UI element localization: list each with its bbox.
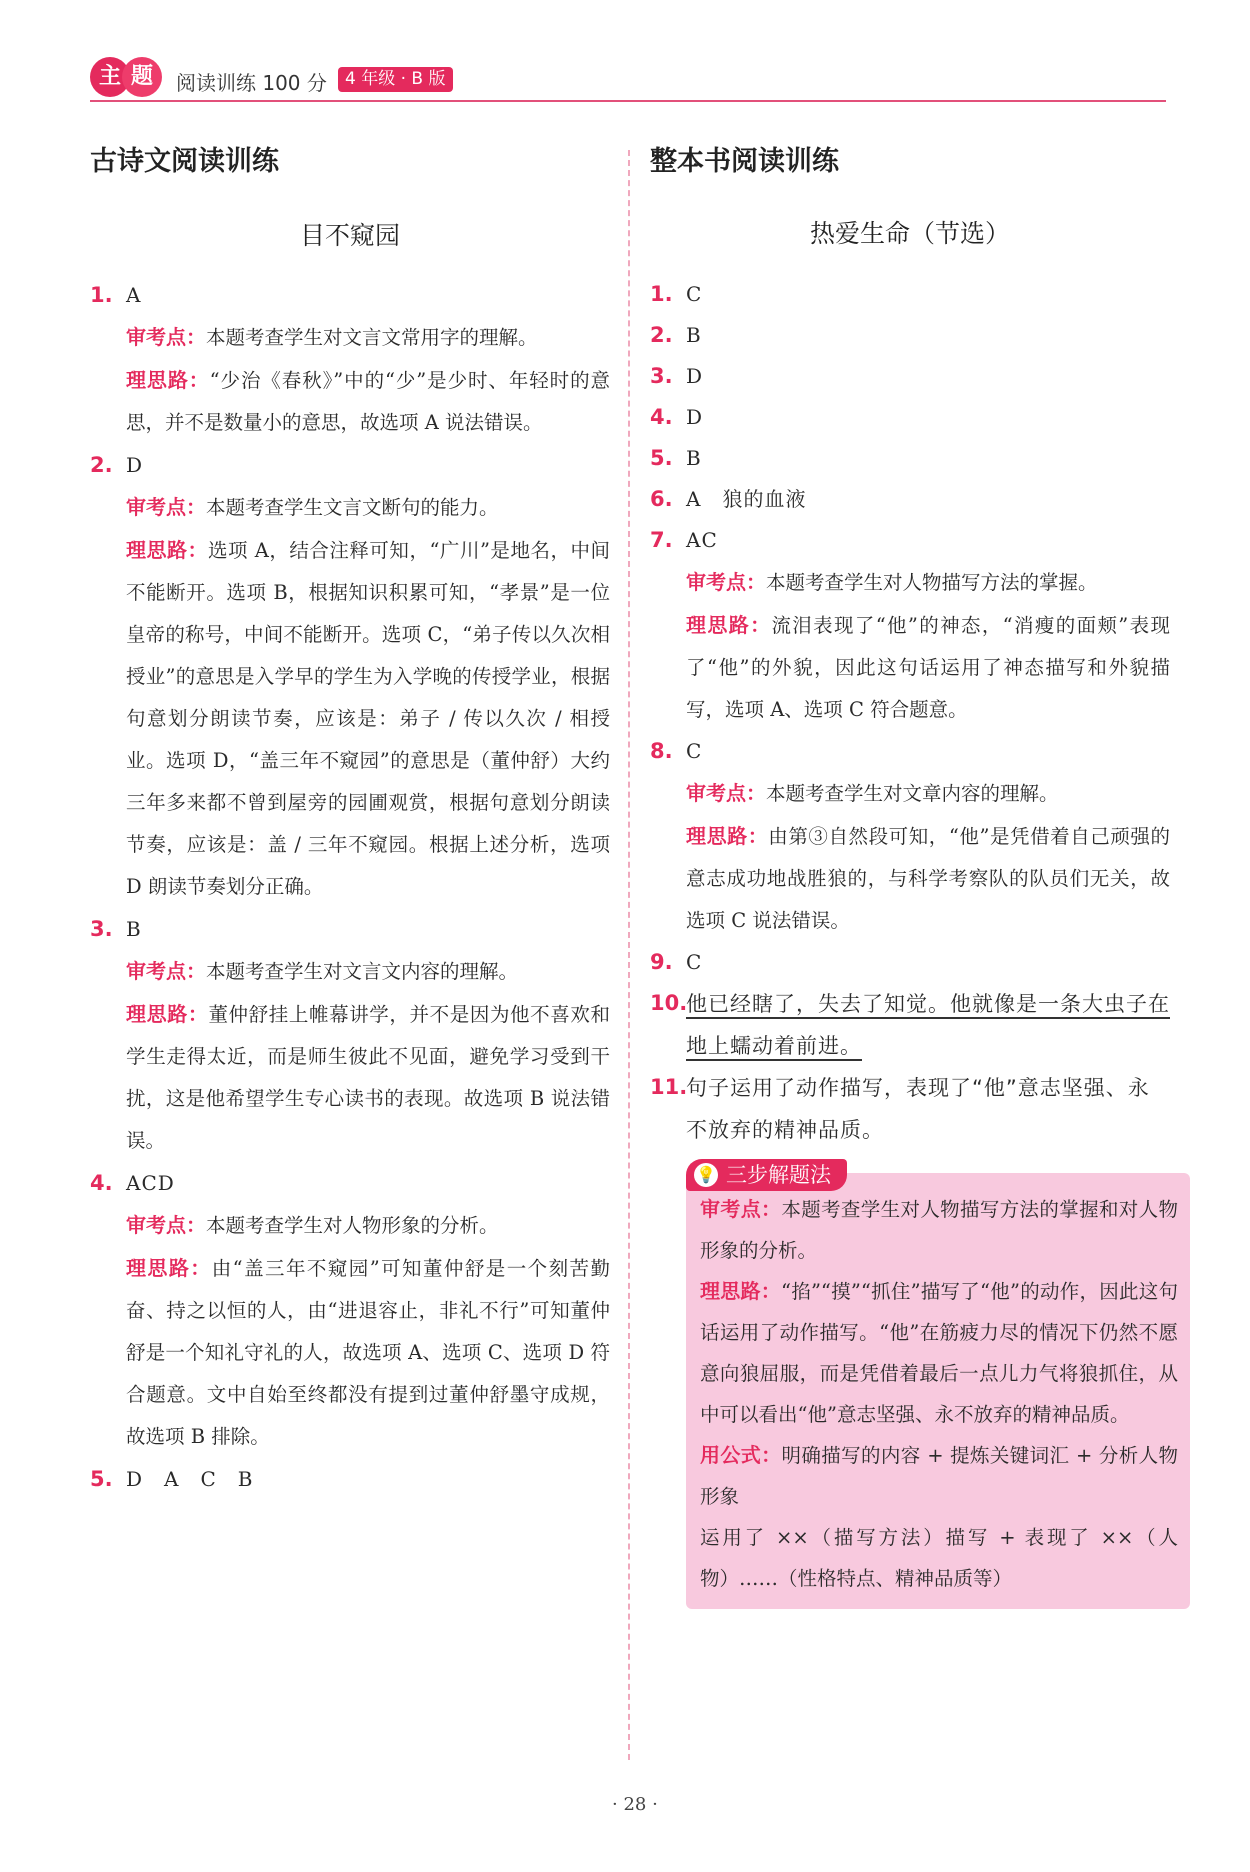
article-title: 热爱生命（节选） [809,219,1010,248]
reasoning-text: 选项 A，结合注释可知，“广川”是地名，中间不能断开。选项 B，根据知识积累可知，“孝景”是一位皇帝的称号，中间不能断开。选项 C，“弟子传以久次相授业”的意思是入学早的学生为入学晚的传授学业，根据句意划分朗读节奏，应该是：弟子 / 传以久次 / 相授业。选项 D，“盖三年不窥园”的意思是（董仲舒）大约三年多来都不曾到屋旁的园圃观赏，根据句意划分朗读节奏，应该是：盖 / 三年不窥园。根据上述分析，选项 D 朗读节奏划分正确。 [126,539,610,898]
item-answer: B [686,446,702,470]
reasoning [126,1247,610,1458]
analysis-text: 本题考查学生对文言文内容的理解。 [206,960,519,983]
analysis-label: 审考点： [126,495,206,519]
analysis-point [126,316,610,359]
analysis-text: 本题考查学生对人物形象的分析。 [206,1214,499,1237]
analysis-label: 审考点： [126,1213,206,1237]
item-number: 4. [90,1171,113,1195]
article-title: 目不窥园 [299,221,400,250]
item-number: 8. [650,739,673,763]
item-number: 7. [650,528,673,552]
item-answer: D [686,364,704,388]
formula-label: 用公式： [700,1443,782,1467]
page-number: · 28 · [612,1794,658,1815]
left-column [90,140,610,1500]
item-answer: C [686,950,703,974]
item-answer: D [686,405,704,429]
analysis-label: 审考点： [126,959,206,983]
reasoning [126,529,610,908]
reasoning [686,604,1170,731]
reasoning [126,359,610,444]
item-number: 11. [650,1075,688,1099]
analysis-text: 本题考查学生对人物描写方法的掌握。 [766,571,1098,594]
tip-label [686,1159,847,1191]
answer-item [650,731,1170,942]
item-answer: A [126,283,142,307]
answer-item [650,397,1170,438]
item-number: 5. [650,446,673,470]
item-number: 10. [650,991,688,1015]
answer-item [650,479,1170,520]
answer-item [650,942,1170,983]
analysis-label: 审考点： [686,781,766,805]
analysis-text: 本题考查学生对文言文常用字的理解。 [206,326,538,349]
item-number: 2. [650,323,673,347]
reasoning-label: 理思路： [126,368,210,392]
answer-item [650,274,1170,315]
brand-logo [90,55,166,97]
analysis-text: 本题考查学生对文章内容的理解。 [766,782,1059,805]
logo-char-1: 主 [90,57,130,97]
reasoning-label: 理思路： [126,1002,209,1026]
answer-item [650,438,1170,479]
header-divider [90,100,1166,102]
answer-item [90,1458,610,1500]
item-answer: AC [686,528,718,552]
answer-item [650,315,1170,356]
item-answer: A 狼的血液 [686,487,807,511]
formula-template: 运用了 ××（描写方法）描写 + 表现了 ××（人物）……（性格特点、精神品质等） [700,1526,1178,1590]
item-answer: B [126,917,142,941]
lightbulb-icon: 💡 [694,1163,718,1187]
item-number: 1. [90,283,113,307]
formula-text: 明确描写的内容 + 提炼关键词汇 + 分析人物形象 [700,1444,1179,1508]
analysis-label: 审考点： [700,1197,782,1221]
reasoning-label: 理思路： [686,613,772,637]
page-header [90,55,1166,101]
analysis-point [686,561,1170,604]
analysis-point [126,1204,610,1247]
three-step-tip-box [686,1163,1190,1609]
answer-item [90,908,610,1162]
analysis-text: 本题考查学生文言文断句的能力。 [206,496,499,519]
answer-item [90,444,610,908]
item-number: 3. [90,917,113,941]
book-title: 阅读训练 100 分 [176,71,327,95]
item-answer: D A C B [126,1467,254,1491]
item-answer: B [686,323,702,347]
reasoning-label: 理思路： [126,1256,212,1280]
answer-item [90,274,610,444]
reasoning [700,1271,1178,1435]
grade-badge: 4 年级 · B 版 [338,67,453,92]
reasoning-text: “掐”“摸”“抓住”描写了“他”的动作，因此这句话运用了动作描写。“他”在筋疲力尽的情况下仍然不愿意向狼屈服，而是凭借着最后一点儿力气将狼抓住，从中可以看出“他”意志坚强、永不放弃的精神品质。 [700,1280,1178,1426]
reasoning-label: 理思路： [686,824,769,848]
reasoning-text: 由“盖三年不窥园”可知董仲舒是一个刻苦勤奋、持之以恒的人，由“进退容止，非礼不行”可知董仲舒是一个知礼守礼的人，故选项 A、选项 C、选项 D 符合题意。文中自始至终都没有提到过董仲舒墨守成规，故选项 B 排除。 [126,1257,610,1448]
reasoning-label: 理思路： [126,538,209,562]
item-answer: D [126,453,144,477]
reasoning [126,993,610,1162]
item-answer: 句子运用了动作描写，表现了“他”意志坚强、永不放弃的精神品质。 [686,1076,1150,1142]
reasoning-label: 理思路： [700,1279,781,1303]
analysis-point [686,772,1170,815]
item-answer: C [686,282,703,306]
analysis-label: 审考点： [686,570,766,594]
analysis-label: 审考点： [126,325,206,349]
answer-item [650,356,1170,397]
item-number: 3. [650,364,673,388]
logo-char-2: 题 [122,57,162,97]
analysis-text: 本题考查学生对人物描写方法的掌握和对人物形象的分析。 [700,1198,1178,1262]
reasoning [686,815,1170,942]
reasoning-text: 董仲舒挂上帷幕讲学，并不是因为他不喜欢和学生走得太近，而是师生彼此不见面，避免学习受到干扰，这是他希望学生专心读书的表现。故选项 B 说法错误。 [126,1003,610,1152]
answer-item [90,1162,610,1458]
item-number: 5. [90,1467,113,1491]
reasoning-text: “少治《春秋》”中的“少”是少时、年轻时的意思，并不是数量小的意思，故选项 A 说法错误。 [126,369,611,434]
underlined-answer: 他已经瞎了，失去了知觉。他就像是一条大虫子在地上蠕动着前进。 [686,992,1170,1061]
reasoning-text: 流泪表现了“他”的神态，“消瘦的面颊”表现了“他”的外貌，因此这句话运用了神态描写和外貌描写，选项 A、选项 C 符合题意。 [686,614,1170,721]
item-number: 1. [650,282,673,306]
item-number: 2. [90,453,113,477]
section-title: 整本书阅读训练 [650,146,839,177]
formula-line [700,1435,1178,1517]
item-number: 9. [650,950,673,974]
item-number: 4. [650,405,673,429]
item-answer: ACD [126,1171,175,1195]
tip-label-text: 三步解题法 [726,1163,831,1187]
answer-item [650,983,1170,1067]
analysis-point [126,486,610,529]
column-divider [628,150,630,1760]
answer-item [650,520,1170,731]
reasoning-text: 由第③自然段可知，“他”是凭借着自己顽强的意志成功地战胜狼的，与科学考察队的队员们无关，故选项 C 说法错误。 [686,825,1170,932]
right-column [650,140,1179,1609]
analysis-point [700,1189,1178,1271]
analysis-point [126,950,610,993]
item-answer: C [686,739,703,763]
section-title: 古诗文阅读训练 [90,146,279,177]
item-number: 6. [650,487,673,511]
answer-item [650,1067,1170,1151]
